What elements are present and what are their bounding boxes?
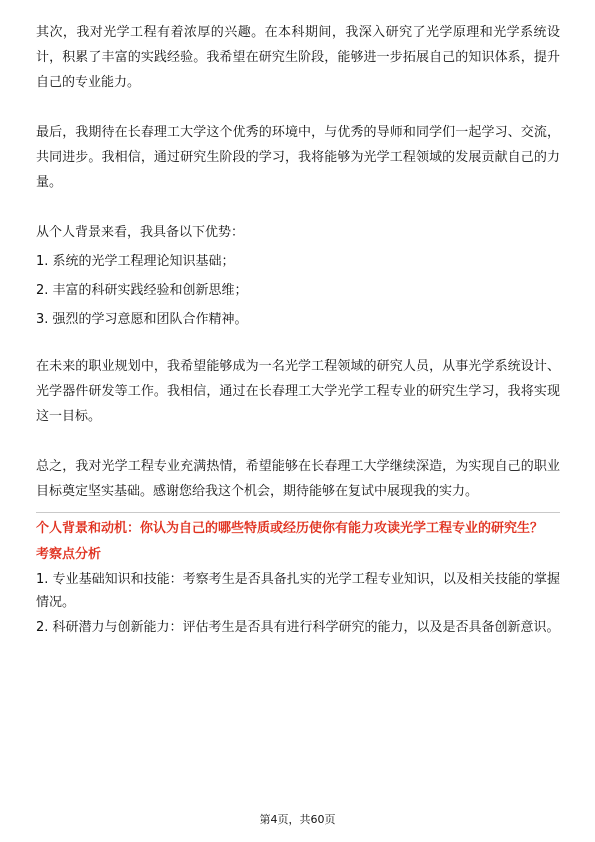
page-number: 第4页，共60页 <box>259 813 336 826</box>
analysis-title: 考察点分析 <box>36 547 102 562</box>
analysis-item: 1. 专业基础知识和技能：考察考生是否具备扎实的光学工程专业知识，以及相关技能的掌握情况。 <box>36 572 560 610</box>
list-item: 1. 系统的光学工程理论知识基础； <box>36 254 235 269</box>
paragraph-interest: 其次，我对光学工程有着浓厚的兴趣。在本科期间，我深入研究了光学原理和光学系统设计，积累了丰富的实践经验。我希望在研究生阶段，能够进一步拓展自己的知识体系，提升自己的专业能力。 <box>36 25 560 90</box>
paragraph-career-plan: 在未来的职业规划中，我希望能够成为一名光学工程领域的研究人员，从事光学系统设计、光学器件研发等工作。我相信，通过在长春理工大学光学工程专业的研究生学习，我将实现这一目标。 <box>36 359 560 424</box>
list-item: 2. 丰富的科研实践经验和创新思维； <box>36 283 248 298</box>
page-content <box>36 20 560 639</box>
paragraph-expectation: 最后，我期待在长春理工大学这个优秀的环境中，与优秀的导师和同学们一起学习、交流，共同进步。我相信，通过研究生阶段的学习，我将能够为光学工程领域的发展贡献自己的力量。 <box>36 125 560 190</box>
list-item: 3. 强烈的学习意愿和团队合作精神。 <box>36 312 248 327</box>
advantages-list <box>36 247 560 334</box>
paragraph-background-intro: 从个人背景来看，我具备以下优势： <box>36 225 245 240</box>
analysis-item: 2. 科研潜力与创新能力：评估考生是否具有进行科学研究的能力，以及是否具备创新意识。 <box>36 620 560 635</box>
paragraph-conclusion: 总之，我对光学工程专业充满热情，希望能够在长春理工大学继续深造，为实现自己的职业目标奠定坚实基础。感谢您给我这个机会，期待能够在复试中展现我的实力。 <box>36 459 560 499</box>
question-heading: 个人背景和动机：你认为自己的哪些特质或经历使你有能力攻读光学工程专业的研究生？ <box>36 521 544 536</box>
section-divider <box>36 512 560 513</box>
